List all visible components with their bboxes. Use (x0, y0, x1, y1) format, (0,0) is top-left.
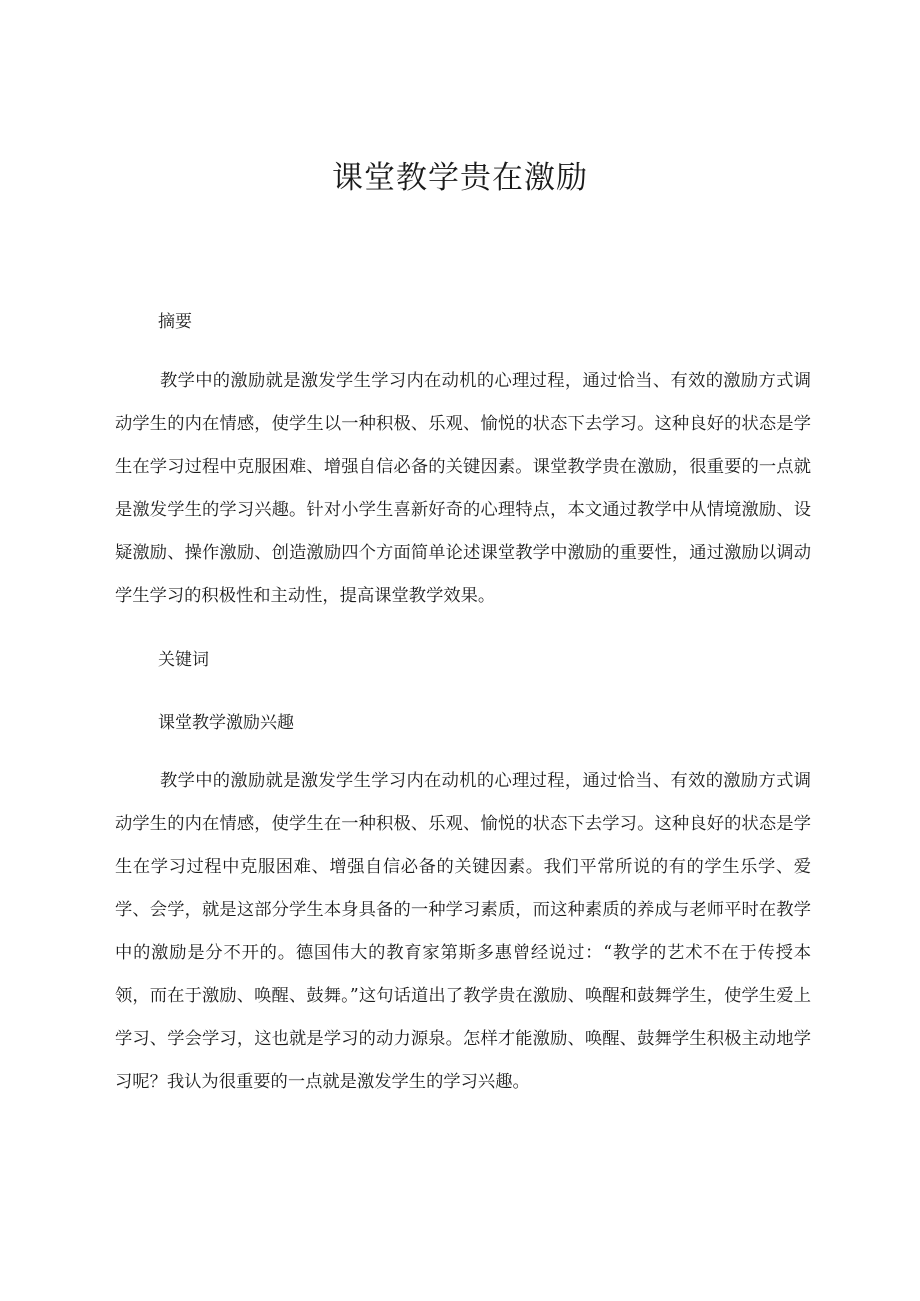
abstract-paragraph: 教学中的激励就是激发学生学习内在动机的心理过程，通过恰当、有效的激励方式调动学生的内在情感，使学生以一种积极、乐观、愉悦的状态下去学习。这种良好的状态是学生在学习过程中克服困难、增强自信必备的关键因素。课堂教学贵在激励，很重要的一点就是激发学生的学习兴趣。针对小学生喜新好奇的心理特点，本文通过教学中从情境激励、设疑激励、操作激励、创造激励四个方面简单论述课堂教学中激励的重要性，通过激励以调动学生学习的积极性和主动性，提高课堂教学效果。 (115, 371, 811, 606)
body-paragraph: 教学中的激励就是激发学生学习内在动机的心理过程，通过恰当、有效的激励方式调动学生的内在情感，使学生在一种积极、乐观、愉悦的状态下去学习。这种良好的状态是学生在学习过程中克服困难、增强自信必备的关键因素。我们平常所说的有的学生乐学、爱学、会学，就是这部分学生本身具备的一种学习素质，而这种素质的养成与老师平时在教学中的激励是分不开的。德国伟大的教育家第斯多惠曾经说过：“教学的艺术不在于传授本领，而在于激励、唤醒、鼓舞。”这句话道出了教学贵在激励、唤醒和鼓舞学生，使学生爱上学习、学会学习，这也就是学习的动力源泉。怎样才能激励、唤醒、鼓舞学生积极主动地学习呢？我认为很重要的一点就是激发学生的学习兴趣。 (115, 771, 811, 1092)
keywords-heading: 关键词 (158, 650, 209, 670)
document-title: 课堂教学贵在激励 (332, 160, 588, 196)
keywords-text: 课堂教学激励兴趣 (158, 713, 294, 733)
abstract-heading: 摘要 (158, 312, 192, 332)
